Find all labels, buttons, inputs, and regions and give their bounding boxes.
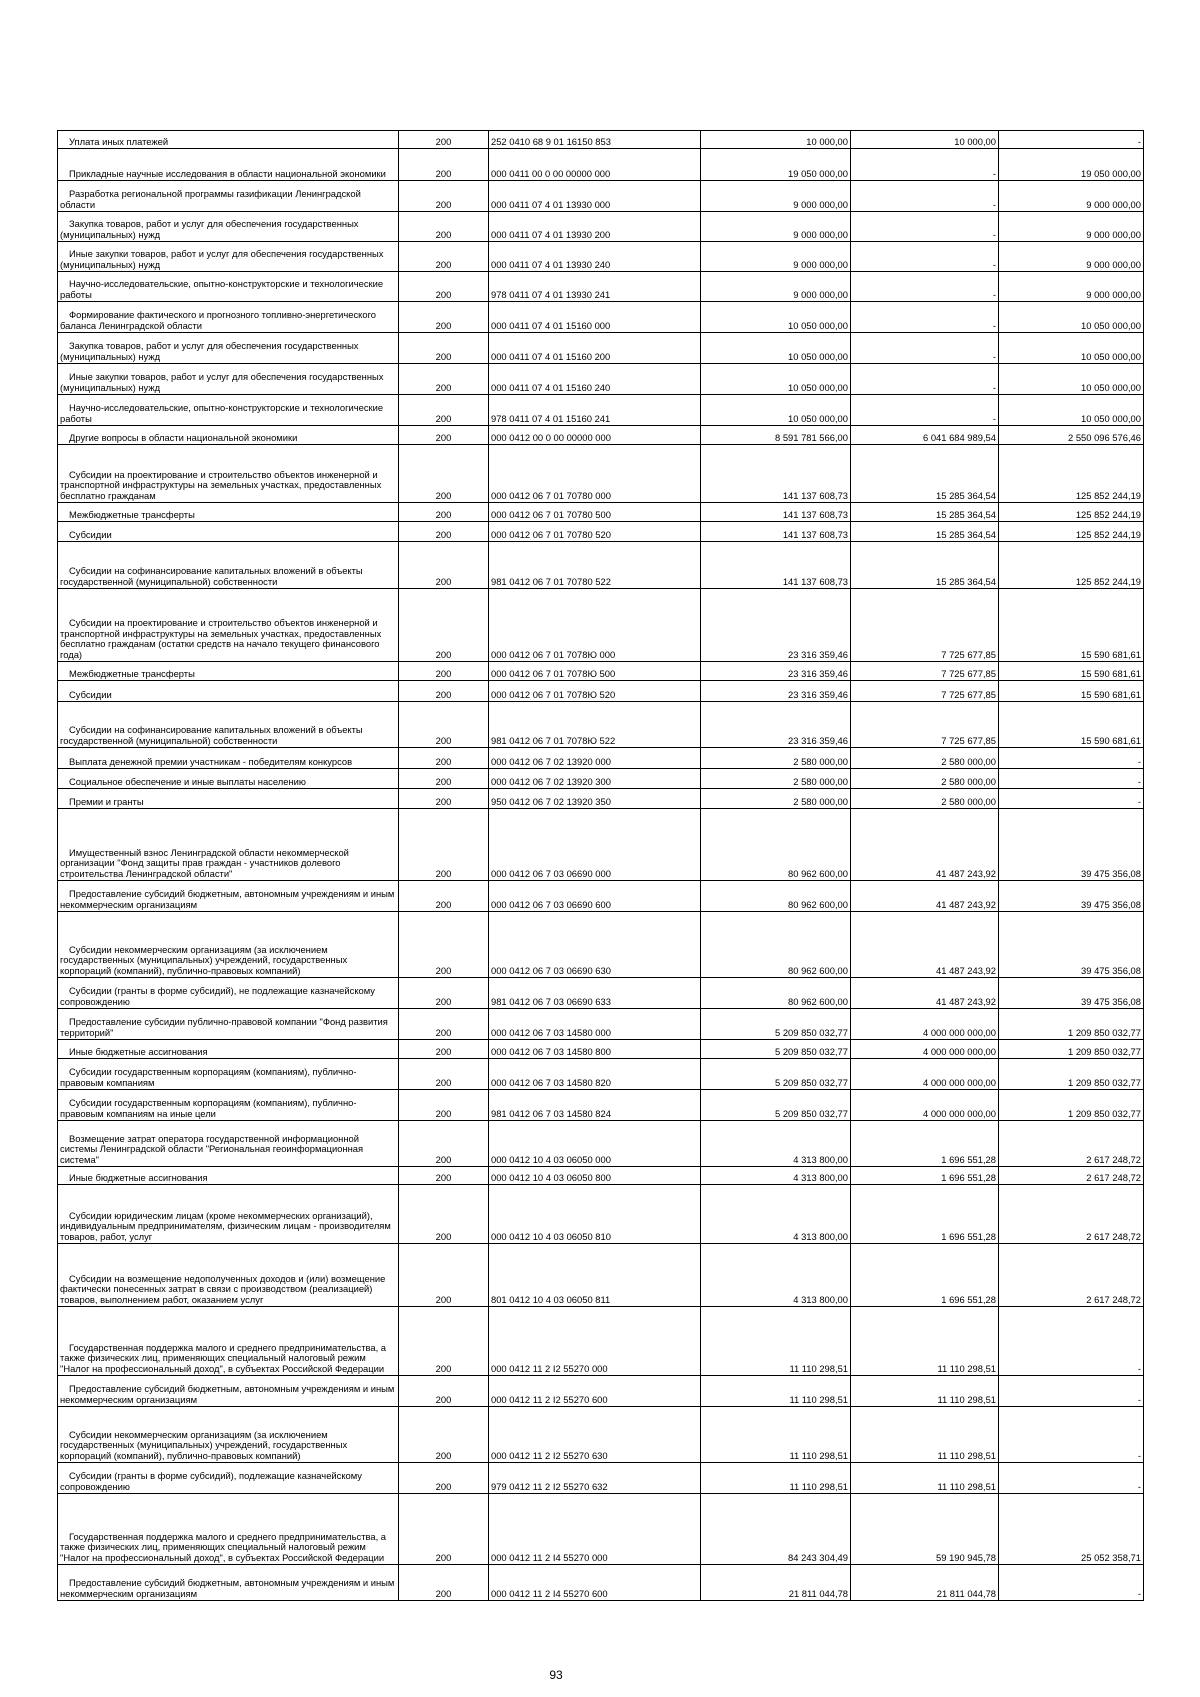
cell-budget-code: 000 0412 11 2 I2 55270 630 <box>489 1407 701 1463</box>
cell-name: Иные закупки товаров, работ и услуг для обеспечения государственных (муниципальных) нужд <box>58 364 399 395</box>
cell-executed: 11 110 298,51 <box>851 1376 999 1407</box>
cell-budget-code: 000 0412 11 2 I4 55270 000 <box>489 1494 701 1565</box>
cell-budget-code: 000 0411 07 4 01 13930 240 <box>489 242 701 272</box>
cell-budget-code: 000 0412 06 7 03 06690 630 <box>489 912 701 978</box>
cell-budget-code: 000 0412 00 0 00 00000 000 <box>489 426 701 445</box>
cell-budget-code: 000 0412 10 4 03 06050 810 <box>489 1185 701 1244</box>
cell-unexecuted: - <box>999 1407 1144 1463</box>
cell-executed: 41 487 243,92 <box>851 978 999 1009</box>
cell-name: Иные бюджетные ассигнования <box>58 1040 399 1059</box>
cell-name: Субсидии на проектирование и строительство объектов инженерной и транспортной инфраструктуры на земельных участках, предоставленных бесплатно гражданам <box>58 445 399 503</box>
cell-line-code: 200 <box>399 978 489 1009</box>
cell-executed: 4 000 000 000,00 <box>851 1009 999 1040</box>
cell-line-code: 200 <box>399 364 489 395</box>
cell-unexecuted: 15 590 681,61 <box>999 662 1144 681</box>
cell-line-code: 200 <box>399 789 489 809</box>
cell-name: Субсидии <box>58 522 399 542</box>
cell-budget-code: 000 0412 06 7 01 70780 500 <box>489 503 701 522</box>
cell-unexecuted: 10 050 000,00 <box>999 302 1144 333</box>
cell-name: Уплата иных платежей <box>58 131 399 149</box>
cell-budget-code: 252 0410 68 9 01 16150 853 <box>489 131 701 149</box>
cell-budget-code: 000 0411 07 4 01 15160 240 <box>489 364 701 395</box>
table-row <box>58 131 1144 149</box>
cell-budget-code: 000 0412 06 7 03 06690 600 <box>489 881 701 912</box>
cell-approved: 10 050 000,00 <box>701 364 851 395</box>
cell-name: Научно-исследовательские, опытно-конструкторские и технологические работы <box>58 272 399 302</box>
table-row <box>58 542 1144 589</box>
cell-name: Субсидии на возмещение недополученных доходов и (или) возмещение фактически понесенных затрат в связи с производством (реализацией) товаров, выполнением работ, оказанием услуг <box>58 1244 399 1307</box>
cell-line-code: 200 <box>399 212 489 242</box>
cell-approved: 9 000 000,00 <box>701 181 851 212</box>
cell-name: Разработка региональной программы газификации Ленинградской области <box>58 181 399 212</box>
table-row <box>58 809 1144 881</box>
cell-name: Закупка товаров, работ и услуг для обеспечения государственных (муниципальных) нужд <box>58 333 399 364</box>
cell-line-code: 200 <box>399 1407 489 1463</box>
cell-approved: 2 580 000,00 <box>701 769 851 789</box>
cell-unexecuted: 125 852 244,19 <box>999 522 1144 542</box>
cell-executed: 15 285 364,54 <box>851 542 999 589</box>
cell-budget-code: 000 0412 10 4 03 06050 000 <box>489 1121 701 1167</box>
cell-unexecuted: 15 590 681,61 <box>999 702 1144 748</box>
cell-unexecuted: - <box>999 769 1144 789</box>
cell-approved: 2 580 000,00 <box>701 748 851 769</box>
cell-budget-code: 981 0412 06 7 03 06690 633 <box>489 978 701 1009</box>
cell-executed: 41 487 243,92 <box>851 881 999 912</box>
cell-executed: 6 041 684 989,54 <box>851 426 999 445</box>
cell-line-code: 200 <box>399 1494 489 1565</box>
cell-line-code: 200 <box>399 1059 489 1090</box>
cell-approved: 4 313 800,00 <box>701 1167 851 1185</box>
cell-approved: 23 316 359,46 <box>701 681 851 702</box>
cell-executed: 4 000 000 000,00 <box>851 1040 999 1059</box>
budget-table-body <box>58 131 1144 1601</box>
table-row <box>58 681 1144 702</box>
cell-approved: 9 000 000,00 <box>701 242 851 272</box>
cell-line-code: 200 <box>399 242 489 272</box>
cell-executed: 41 487 243,92 <box>851 912 999 978</box>
cell-budget-code: 000 0412 11 2 I2 55270 600 <box>489 1376 701 1407</box>
table-row <box>58 1009 1144 1040</box>
cell-budget-code: 981 0412 06 7 01 7078Ю 522 <box>489 702 701 748</box>
cell-line-code: 200 <box>399 272 489 302</box>
cell-unexecuted: 39 475 356,08 <box>999 978 1144 1009</box>
table-row <box>58 1494 1144 1565</box>
cell-unexecuted: 2 550 096 576,46 <box>999 426 1144 445</box>
cell-name: Государственная поддержка малого и среднего предпринимательства, а также физических лиц, применяющих специальный налоговый режим "Налог на профессиональный доход", в субъектах Российской Федерации <box>58 1494 399 1565</box>
cell-approved: 10 050 000,00 <box>701 302 851 333</box>
cell-line-code: 200 <box>399 1463 489 1494</box>
table-row <box>58 978 1144 1009</box>
cell-name: Субсидии на софинансирование капитальных вложений в объекты государственной (муниципальной) собственности <box>58 702 399 748</box>
cell-executed: - <box>851 302 999 333</box>
cell-executed: 10 000,00 <box>851 131 999 149</box>
cell-line-code: 200 <box>399 1121 489 1167</box>
table-row <box>58 242 1144 272</box>
cell-name: Прикладные научные исследования в области национальной экономики <box>58 149 399 181</box>
cell-budget-code: 981 0412 06 7 01 70780 522 <box>489 542 701 589</box>
cell-approved: 80 962 600,00 <box>701 881 851 912</box>
cell-approved: 23 316 359,46 <box>701 662 851 681</box>
cell-approved: 23 316 359,46 <box>701 589 851 662</box>
cell-approved: 8 591 781 566,00 <box>701 426 851 445</box>
table-row <box>58 589 1144 662</box>
cell-line-code: 200 <box>399 681 489 702</box>
cell-unexecuted: - <box>999 131 1144 149</box>
cell-line-code: 200 <box>399 503 489 522</box>
cell-executed: 7 725 677,85 <box>851 702 999 748</box>
cell-name: Субсидии <box>58 681 399 702</box>
table-row <box>58 302 1144 333</box>
cell-name: Выплата денежной премии участникам - победителям конкурсов <box>58 748 399 769</box>
cell-name: Премии и гранты <box>58 789 399 809</box>
table-row <box>58 1407 1144 1463</box>
cell-unexecuted: 2 617 248,72 <box>999 1121 1144 1167</box>
cell-executed: - <box>851 272 999 302</box>
cell-executed: 15 285 364,54 <box>851 445 999 503</box>
table-row <box>58 212 1144 242</box>
cell-budget-code: 000 0412 06 7 02 13920 300 <box>489 769 701 789</box>
cell-unexecuted: 15 590 681,61 <box>999 589 1144 662</box>
cell-executed: 2 580 000,00 <box>851 748 999 769</box>
table-row <box>58 522 1144 542</box>
cell-budget-code: 978 0411 07 4 01 15160 241 <box>489 395 701 426</box>
cell-budget-code: 000 0411 00 0 00 00000 000 <box>489 149 701 181</box>
cell-executed: 4 000 000 000,00 <box>851 1090 999 1121</box>
cell-approved: 80 962 600,00 <box>701 978 851 1009</box>
cell-approved: 141 137 608,73 <box>701 542 851 589</box>
cell-approved: 2 580 000,00 <box>701 789 851 809</box>
cell-budget-code: 981 0412 06 7 03 14580 824 <box>489 1090 701 1121</box>
cell-unexecuted: 10 050 000,00 <box>999 395 1144 426</box>
cell-name: Предоставление субсидий бюджетным, автономным учреждениям и иным некоммерческим организациям <box>58 881 399 912</box>
cell-line-code: 200 <box>399 662 489 681</box>
cell-budget-code: 000 0412 06 7 01 7078Ю 500 <box>489 662 701 681</box>
cell-line-code: 200 <box>399 131 489 149</box>
cell-budget-code: 000 0411 07 4 01 15160 000 <box>489 302 701 333</box>
cell-name: Другие вопросы в области национальной экономики <box>58 426 399 445</box>
cell-budget-code: 000 0412 06 7 01 7078Ю 000 <box>489 589 701 662</box>
cell-line-code: 200 <box>399 542 489 589</box>
cell-budget-code: 000 0412 06 7 01 70780 000 <box>489 445 701 503</box>
table-row <box>58 1244 1144 1307</box>
cell-line-code: 200 <box>399 181 489 212</box>
cell-name: Межбюджетные трансферты <box>58 503 399 522</box>
cell-unexecuted: 9 000 000,00 <box>999 242 1144 272</box>
cell-approved: 10 000,00 <box>701 131 851 149</box>
cell-approved: 5 209 850 032,77 <box>701 1040 851 1059</box>
cell-name: Социальное обеспечение и иные выплаты населению <box>58 769 399 789</box>
table-row <box>58 445 1144 503</box>
cell-unexecuted: - <box>999 1565 1144 1601</box>
cell-budget-code: 978 0411 07 4 01 13930 241 <box>489 272 701 302</box>
cell-unexecuted: 2 617 248,72 <box>999 1244 1144 1307</box>
cell-line-code: 200 <box>399 1244 489 1307</box>
cell-budget-code: 000 0412 06 7 03 14580 800 <box>489 1040 701 1059</box>
cell-approved: 5 209 850 032,77 <box>701 1059 851 1090</box>
cell-executed: 4 000 000 000,00 <box>851 1059 999 1090</box>
cell-approved: 4 313 800,00 <box>701 1121 851 1167</box>
cell-executed: 7 725 677,85 <box>851 589 999 662</box>
table-row <box>58 1463 1144 1494</box>
cell-name: Имущественный взнос Ленинградской области некоммерческой организации "Фонд защиты прав граждан - участников долевого строительства Ленинградской области" <box>58 809 399 881</box>
cell-unexecuted: - <box>999 748 1144 769</box>
table-row <box>58 1307 1144 1376</box>
table-row <box>58 912 1144 978</box>
cell-line-code: 200 <box>399 1090 489 1121</box>
cell-budget-code: 000 0412 11 2 I4 55270 600 <box>489 1565 701 1601</box>
table-row <box>58 1121 1144 1167</box>
cell-approved: 80 962 600,00 <box>701 809 851 881</box>
cell-name: Предоставление субсидий бюджетным, автономным учреждениям и иным некоммерческим организациям <box>58 1565 399 1601</box>
cell-executed: 1 696 551,28 <box>851 1167 999 1185</box>
cell-approved: 11 110 298,51 <box>701 1307 851 1376</box>
cell-name: Иные закупки товаров, работ и услуг для обеспечения государственных (муниципальных) нужд <box>58 242 399 272</box>
cell-approved: 5 209 850 032,77 <box>701 1090 851 1121</box>
cell-name: Субсидии некоммерческим организациям (за исключением государственных (муниципальных) учреждений, государственных корпораций (компаний), публично-правовых компаний) <box>58 1407 399 1463</box>
cell-line-code: 200 <box>399 1185 489 1244</box>
cell-unexecuted: 10 050 000,00 <box>999 364 1144 395</box>
cell-unexecuted: 125 852 244,19 <box>999 445 1144 503</box>
table-row <box>58 395 1144 426</box>
cell-approved: 80 962 600,00 <box>701 912 851 978</box>
cell-approved: 9 000 000,00 <box>701 212 851 242</box>
cell-name: Субсидии юридическим лицам (кроме некоммерческих организаций), индивидуальным предпринимателям, физическим лицам - производителям товаров, работ, услуг <box>58 1185 399 1244</box>
cell-executed: - <box>851 181 999 212</box>
table-row <box>58 333 1144 364</box>
cell-budget-code: 000 0412 06 7 02 13920 000 <box>489 748 701 769</box>
page-number: 93 <box>549 1668 563 1682</box>
cell-approved: 19 050 000,00 <box>701 149 851 181</box>
cell-approved: 4 313 800,00 <box>701 1185 851 1244</box>
cell-name: Предоставление субсидий бюджетным, автономным учреждениям и иным некоммерческим организациям <box>58 1376 399 1407</box>
cell-executed: 2 580 000,00 <box>851 769 999 789</box>
cell-name: Научно-исследовательские, опытно-конструкторские и технологические работы <box>58 395 399 426</box>
cell-approved: 9 000 000,00 <box>701 272 851 302</box>
cell-executed: - <box>851 212 999 242</box>
cell-budget-code: 979 0412 11 2 I2 55270 632 <box>489 1463 701 1494</box>
cell-executed: 15 285 364,54 <box>851 503 999 522</box>
cell-budget-code: 000 0411 07 4 01 13930 200 <box>489 212 701 242</box>
cell-line-code: 200 <box>399 1167 489 1185</box>
cell-line-code: 200 <box>399 769 489 789</box>
cell-unexecuted: 9 000 000,00 <box>999 272 1144 302</box>
cell-name: Государственная поддержка малого и среднего предпринимательства, а также физических лиц, применяющих специальный налоговый режим "Налог на профессиональный доход", в субъектах Российской Федерации <box>58 1307 399 1376</box>
table-row <box>58 503 1144 522</box>
cell-approved: 141 137 608,73 <box>701 445 851 503</box>
cell-approved: 11 110 298,51 <box>701 1407 851 1463</box>
cell-name: Иные бюджетные ассигнования <box>58 1167 399 1185</box>
cell-line-code: 200 <box>399 589 489 662</box>
cell-line-code: 200 <box>399 426 489 445</box>
cell-unexecuted: - <box>999 1307 1144 1376</box>
cell-budget-code: 000 0411 07 4 01 13930 000 <box>489 181 701 212</box>
cell-executed: - <box>851 242 999 272</box>
cell-line-code: 200 <box>399 1376 489 1407</box>
cell-budget-code: 000 0412 06 7 01 70780 520 <box>489 522 701 542</box>
cell-budget-code: 950 0412 06 7 02 13920 350 <box>489 789 701 809</box>
cell-name: Формирование фактического и прогнозного топливно-энергетического баланса Ленинградской области <box>58 302 399 333</box>
cell-name: Субсидии (гранты в форме субсидий), не подлежащие казначейскому сопровождению <box>58 978 399 1009</box>
cell-unexecuted: - <box>999 1376 1144 1407</box>
table-row <box>58 1059 1144 1090</box>
cell-approved: 23 316 359,46 <box>701 702 851 748</box>
cell-unexecuted: 125 852 244,19 <box>999 503 1144 522</box>
cell-line-code: 200 <box>399 1307 489 1376</box>
cell-name: Субсидии на софинансирование капитальных вложений в объекты государственной (муниципальной) собственности <box>58 542 399 589</box>
table-row <box>58 426 1144 445</box>
cell-approved: 4 313 800,00 <box>701 1244 851 1307</box>
cell-name: Предоставление субсидии публично-правовой компании "Фонд развития территорий" <box>58 1009 399 1040</box>
cell-name: Субсидии государственным корпорациям (компаниям), публично-правовым компаниям на иные цели <box>58 1090 399 1121</box>
cell-name: Возмещение затрат оператора государственной информационной системы Ленинградской области "Региональная геоинформационная система" <box>58 1121 399 1167</box>
cell-budget-code: 801 0412 10 4 03 06050 811 <box>489 1244 701 1307</box>
cell-unexecuted: 2 617 248,72 <box>999 1167 1144 1185</box>
table-row <box>58 702 1144 748</box>
cell-executed: 1 696 551,28 <box>851 1121 999 1167</box>
cell-approved: 141 137 608,73 <box>701 503 851 522</box>
cell-name: Межбюджетные трансферты <box>58 662 399 681</box>
table-row <box>58 769 1144 789</box>
cell-line-code: 200 <box>399 395 489 426</box>
cell-unexecuted: 1 209 850 032,77 <box>999 1090 1144 1121</box>
cell-unexecuted: 39 475 356,08 <box>999 912 1144 978</box>
cell-name: Субсидии государственным корпорациям (компаниям), публично-правовым компаниям <box>58 1059 399 1090</box>
cell-approved: 10 050 000,00 <box>701 333 851 364</box>
budget-table <box>57 130 1144 1601</box>
cell-unexecuted: 2 617 248,72 <box>999 1185 1144 1244</box>
cell-unexecuted: 39 475 356,08 <box>999 809 1144 881</box>
table-row <box>58 1040 1144 1059</box>
table-row <box>58 272 1144 302</box>
table-row <box>58 149 1144 181</box>
cell-executed: 7 725 677,85 <box>851 681 999 702</box>
cell-executed: 59 190 945,78 <box>851 1494 999 1565</box>
cell-line-code: 200 <box>399 912 489 978</box>
table-row <box>58 748 1144 769</box>
table-row <box>58 181 1144 212</box>
cell-budget-code: 000 0412 06 7 03 06690 000 <box>489 809 701 881</box>
cell-line-code: 200 <box>399 302 489 333</box>
cell-line-code: 200 <box>399 333 489 364</box>
cell-executed: 21 811 044,78 <box>851 1565 999 1601</box>
cell-approved: 21 811 044,78 <box>701 1565 851 1601</box>
cell-unexecuted: 15 590 681,61 <box>999 681 1144 702</box>
cell-line-code: 200 <box>399 522 489 542</box>
table-row <box>58 1167 1144 1185</box>
table-row <box>58 1090 1144 1121</box>
table-row <box>58 1185 1144 1244</box>
cell-name: Субсидии (гранты в форме субсидий), подлежащие казначейскому сопровождению <box>58 1463 399 1494</box>
cell-executed: - <box>851 364 999 395</box>
cell-line-code: 200 <box>399 881 489 912</box>
cell-approved: 84 243 304,49 <box>701 1494 851 1565</box>
cell-executed: 7 725 677,85 <box>851 662 999 681</box>
cell-unexecuted: 125 852 244,19 <box>999 542 1144 589</box>
table-row <box>58 789 1144 809</box>
cell-executed: 1 696 551,28 <box>851 1244 999 1307</box>
cell-executed: - <box>851 395 999 426</box>
table-row <box>58 662 1144 681</box>
cell-budget-code: 000 0412 11 2 I2 55270 000 <box>489 1307 701 1376</box>
cell-unexecuted: 10 050 000,00 <box>999 333 1144 364</box>
cell-budget-code: 000 0412 06 7 03 14580 820 <box>489 1059 701 1090</box>
cell-approved: 5 209 850 032,77 <box>701 1009 851 1040</box>
cell-executed: 15 285 364,54 <box>851 522 999 542</box>
cell-executed: 2 580 000,00 <box>851 789 999 809</box>
cell-unexecuted: 19 050 000,00 <box>999 149 1144 181</box>
table-row <box>58 881 1144 912</box>
cell-approved: 141 137 608,73 <box>701 522 851 542</box>
cell-unexecuted: 1 209 850 032,77 <box>999 1040 1144 1059</box>
cell-line-code: 200 <box>399 748 489 769</box>
cell-executed: 1 696 551,28 <box>851 1185 999 1244</box>
cell-name: Закупка товаров, работ и услуг для обеспечения государственных (муниципальных) нужд <box>58 212 399 242</box>
cell-executed: 11 110 298,51 <box>851 1307 999 1376</box>
cell-name: Субсидии на проектирование и строительство объектов инженерной и транспортной инфраструктуры на земельных участках, предоставленных бесплатно гражданам (остатки средств на начало текущего финансового года) <box>58 589 399 662</box>
cell-executed: 11 110 298,51 <box>851 1463 999 1494</box>
cell-executed: 11 110 298,51 <box>851 1407 999 1463</box>
table-row <box>58 1376 1144 1407</box>
cell-line-code: 200 <box>399 149 489 181</box>
cell-budget-code: 000 0412 06 7 01 7078Ю 520 <box>489 681 701 702</box>
cell-approved: 10 050 000,00 <box>701 395 851 426</box>
cell-approved: 11 110 298,51 <box>701 1463 851 1494</box>
cell-unexecuted: 25 052 358,71 <box>999 1494 1144 1565</box>
cell-line-code: 200 <box>399 1009 489 1040</box>
cell-line-code: 200 <box>399 445 489 503</box>
cell-unexecuted: - <box>999 789 1144 809</box>
cell-unexecuted: 1 209 850 032,77 <box>999 1009 1144 1040</box>
table-row <box>58 364 1144 395</box>
cell-budget-code: 000 0412 10 4 03 06050 800 <box>489 1167 701 1185</box>
cell-name: Субсидии некоммерческим организациям (за исключением государственных (муниципальных) учреждений, государственных корпораций (компаний), публично-правовых компаний) <box>58 912 399 978</box>
cell-approved: 11 110 298,51 <box>701 1376 851 1407</box>
cell-line-code: 200 <box>399 1040 489 1059</box>
cell-line-code: 200 <box>399 1565 489 1601</box>
cell-budget-code: 000 0411 07 4 01 15160 200 <box>489 333 701 364</box>
table-row <box>58 1565 1144 1601</box>
cell-executed: - <box>851 149 999 181</box>
cell-unexecuted: - <box>999 1463 1144 1494</box>
cell-executed: - <box>851 333 999 364</box>
cell-unexecuted: 9 000 000,00 <box>999 181 1144 212</box>
cell-unexecuted: 39 475 356,08 <box>999 881 1144 912</box>
cell-budget-code: 000 0412 06 7 03 14580 000 <box>489 1009 701 1040</box>
cell-line-code: 200 <box>399 809 489 881</box>
cell-unexecuted: 1 209 850 032,77 <box>999 1059 1144 1090</box>
cell-executed: 41 487 243,92 <box>851 809 999 881</box>
cell-line-code: 200 <box>399 702 489 748</box>
cell-unexecuted: 9 000 000,00 <box>999 212 1144 242</box>
